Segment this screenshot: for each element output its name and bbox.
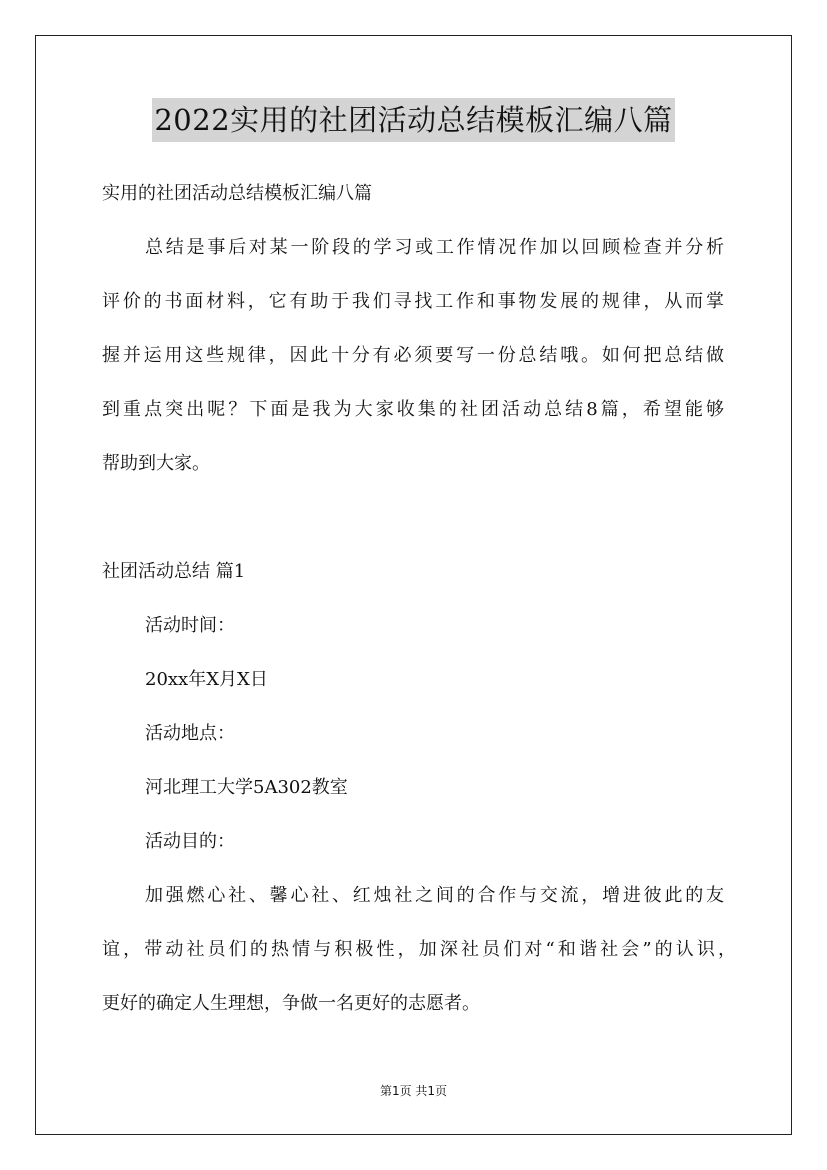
purpose-paragraph-line: 更好的确定人生理想，争做一名更好的志愿者。 [102,993,480,1014]
intro-paragraph-line: 握并运用这些规律，因此十分有必须要写一份总结哦。如何把总结做 [102,345,724,366]
page-number-footer: 第1页 共1页 [379,1084,448,1098]
activity-place-label: 活动地点： [145,723,235,744]
activity-place-value: 河北理工大学5A302教室 [145,777,348,798]
section-heading: 社团活动总结 篇1 [102,561,246,582]
activity-purpose-label: 活动目的： [145,831,235,852]
purpose-paragraph-line: 加强燃心社、馨心社、红烛社之间的合作与交流，增进彼此的友 [145,885,724,906]
intro-paragraph-line: 评价的书面材料，它有助于我们寻找工作和事物发展的规律，从而掌 [102,291,724,312]
purpose-paragraph-line: 谊，带动社员们的热情与积极性，加深社员们对“和谐社会”的认识， [102,939,736,960]
activity-time-value: 20xx年X月X日 [145,669,268,690]
document-title-container [0,98,827,142]
activity-time-label: 活动时间： [145,615,235,636]
intro-paragraph-line: 帮助到大家。 [102,453,210,474]
intro-paragraph-line: 总结是事后对某一阶段的学习或工作情况作加以回顾检查并分析 [145,237,724,258]
document-subtitle: 实用的社团活动总结模板汇编八篇 [102,183,372,204]
intro-paragraph-line: 到重点突出呢？下面是我为大家收集的社团活动总结8篇，希望能够 [102,399,724,420]
document-title: 2022实用的社团活动总结模板汇编八篇 [152,98,674,142]
